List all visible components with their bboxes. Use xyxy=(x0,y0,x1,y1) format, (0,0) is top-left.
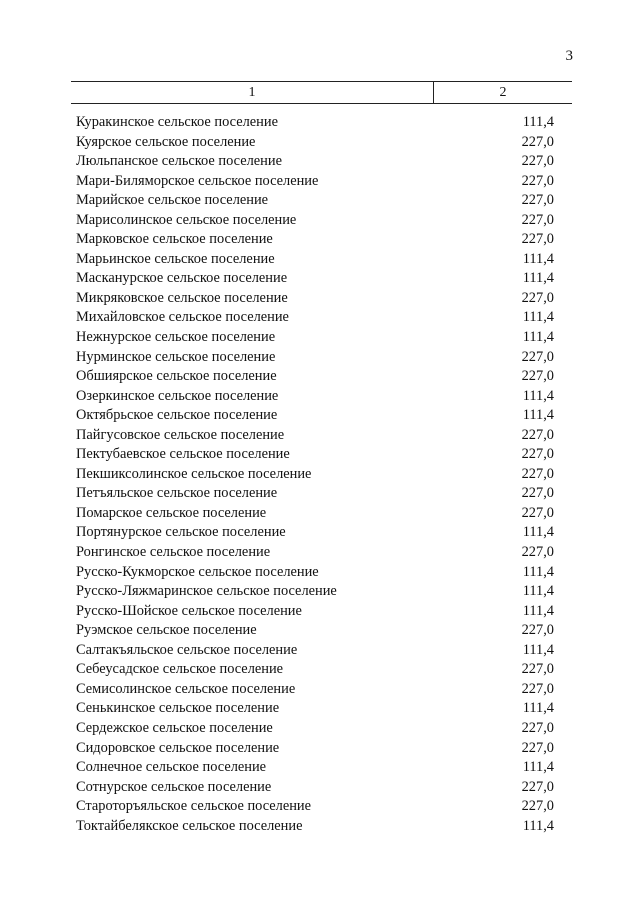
settlement-name: Марисолинское сельское поселение xyxy=(76,211,297,228)
settlement-name: Сидоровское сельское поселение xyxy=(76,739,280,756)
settlement-value: 111,4 xyxy=(522,817,554,834)
table-row xyxy=(71,504,572,524)
column-header-2: 2 xyxy=(499,85,507,100)
settlement-value: 111,4 xyxy=(522,329,554,346)
settlement-value: 227,0 xyxy=(521,289,554,306)
table-row xyxy=(71,719,572,739)
settlement-name: Ронгинское сельское поселение xyxy=(76,544,271,561)
table-row xyxy=(71,348,572,368)
settlement-value: 227,0 xyxy=(521,680,554,697)
settlement-value: 227,0 xyxy=(521,504,554,521)
settlement-value: 111,4 xyxy=(522,602,554,619)
settlement-name: Руэмское сельское поселение xyxy=(76,622,257,639)
table-row xyxy=(71,523,572,543)
settlement-value: 227,0 xyxy=(521,446,554,463)
table-row xyxy=(71,113,572,133)
settlement-name: Нежнурское сельское поселение xyxy=(76,329,276,346)
settlement-value: 227,0 xyxy=(521,348,554,365)
table-row xyxy=(71,465,572,485)
settlement-name: Пектубаевское сельское поселение xyxy=(76,446,290,463)
table-row xyxy=(71,406,572,426)
settlement-value: 111,4 xyxy=(522,583,554,600)
table-row xyxy=(71,739,572,759)
table-row xyxy=(71,778,572,798)
settlement-value: 227,0 xyxy=(521,133,554,150)
settlement-name: Пекшиксолинское сельское поселение xyxy=(76,465,312,482)
table-row xyxy=(71,230,572,250)
table-body xyxy=(71,113,572,836)
table-row xyxy=(71,387,572,407)
table-row xyxy=(71,445,572,465)
settlement-value: 227,0 xyxy=(521,778,554,795)
table-row xyxy=(71,797,572,817)
settlement-name: Обшиярское сельское поселение xyxy=(76,368,277,385)
settlement-value: 227,0 xyxy=(521,798,554,815)
table-row xyxy=(71,758,572,778)
settlement-name: Семисолинское сельское поселение xyxy=(76,680,296,697)
settlements-table xyxy=(71,81,572,836)
settlement-value: 227,0 xyxy=(521,739,554,756)
settlement-name: Марьинское сельское поселение xyxy=(76,250,275,267)
settlement-name: Люльпанское сельское поселение xyxy=(76,153,282,170)
table-row xyxy=(71,543,572,563)
settlement-name: Токтайбелякское сельское поселение xyxy=(76,817,303,834)
table-row xyxy=(71,641,572,661)
settlement-value: 227,0 xyxy=(521,192,554,209)
settlement-name: Марийское сельское поселение xyxy=(76,192,269,209)
table-row xyxy=(71,250,572,270)
settlement-name: Портянурское сельское поселение xyxy=(76,524,286,541)
settlement-name: Нурминское сельское поселение xyxy=(76,348,276,365)
settlement-value: 111,4 xyxy=(522,250,554,267)
table-row xyxy=(71,602,572,622)
settlement-value: 111,4 xyxy=(522,524,554,541)
settlement-value: 227,0 xyxy=(521,544,554,561)
settlement-value: 227,0 xyxy=(521,719,554,736)
settlement-name: Марковское сельское поселение xyxy=(76,231,273,248)
table-row xyxy=(71,680,572,700)
table-row xyxy=(71,817,572,837)
settlement-value: 111,4 xyxy=(522,309,554,326)
table-row xyxy=(71,191,572,211)
settlement-value: 111,4 xyxy=(522,641,554,658)
table-header xyxy=(71,81,572,104)
table-row xyxy=(71,660,572,680)
settlement-value: 227,0 xyxy=(521,172,554,189)
settlement-value: 111,4 xyxy=(522,387,554,404)
table-row xyxy=(71,699,572,719)
settlement-name: Куракинское сельское поселение xyxy=(76,114,278,130)
settlement-name: Октябрьское сельское поселение xyxy=(76,407,278,424)
settlement-value: 111,4 xyxy=(522,759,554,776)
settlement-value: 227,0 xyxy=(521,153,554,170)
settlement-value: 111,4 xyxy=(522,700,554,717)
table-row xyxy=(71,308,572,328)
settlement-value: 111,4 xyxy=(522,114,554,130)
table-row xyxy=(71,133,572,153)
settlement-name: Себеусадское сельское поселение xyxy=(76,661,284,678)
settlement-name: Куярское сельское поселение xyxy=(76,133,256,150)
settlement-name: Староторъяльское сельское поселение xyxy=(76,798,312,815)
settlement-value: 227,0 xyxy=(521,485,554,502)
settlement-value: 227,0 xyxy=(521,368,554,385)
settlement-name: Русско-Шойское сельское поселение xyxy=(76,602,302,619)
settlement-name: Микряковское сельское поселение xyxy=(76,289,288,306)
column-header-1: 1 xyxy=(71,82,434,103)
settlement-name: Сердежское сельское поселение xyxy=(76,719,273,736)
settlement-value: 227,0 xyxy=(521,426,554,443)
settlement-value: 111,4 xyxy=(522,270,554,287)
settlement-name: Салтакъяльское сельское поселение xyxy=(76,641,298,658)
table-row xyxy=(71,563,572,583)
settlement-name: Помарское сельское поселение xyxy=(76,504,267,521)
settlement-name: Русско-Кукморское сельское поселение xyxy=(76,563,319,580)
table-row xyxy=(71,621,572,641)
table-row xyxy=(71,289,572,309)
settlement-name: Михайловское сельское поселение xyxy=(76,309,289,326)
settlement-value: 111,4 xyxy=(522,563,554,580)
table-row xyxy=(71,367,572,387)
settlement-name: Солнечное сельское поселение xyxy=(76,759,267,776)
settlement-name: Сотнурское сельское поселение xyxy=(76,778,272,795)
table-row xyxy=(71,582,572,602)
table-row xyxy=(71,152,572,172)
table-row xyxy=(71,426,572,446)
table-row xyxy=(71,269,572,289)
table-row xyxy=(71,484,572,504)
settlement-value: 227,0 xyxy=(521,622,554,639)
settlement-value: 111,4 xyxy=(522,407,554,424)
settlement-name: Сенькинское сельское поселение xyxy=(76,700,280,717)
settlement-value: 227,0 xyxy=(521,211,554,228)
settlement-name: Русско-Ляжмаринское сельское поселение xyxy=(76,583,337,600)
settlement-name: Масканурское сельское поселение xyxy=(76,270,288,287)
settlement-name: Мари-Биляморское сельское поселение xyxy=(76,172,319,189)
settlement-name: Петъяльское сельское поселение xyxy=(76,485,278,502)
settlement-value: 227,0 xyxy=(521,231,554,248)
settlement-name: Пайгусовское сельское поселение xyxy=(76,426,285,443)
settlement-value: 227,0 xyxy=(521,661,554,678)
page-number: 3 xyxy=(565,48,573,64)
settlement-name: Озеркинское сельское поселение xyxy=(76,387,279,404)
table-row xyxy=(71,172,572,192)
table-row xyxy=(71,328,572,348)
table-row xyxy=(71,211,572,231)
settlement-value: 227,0 xyxy=(521,465,554,482)
